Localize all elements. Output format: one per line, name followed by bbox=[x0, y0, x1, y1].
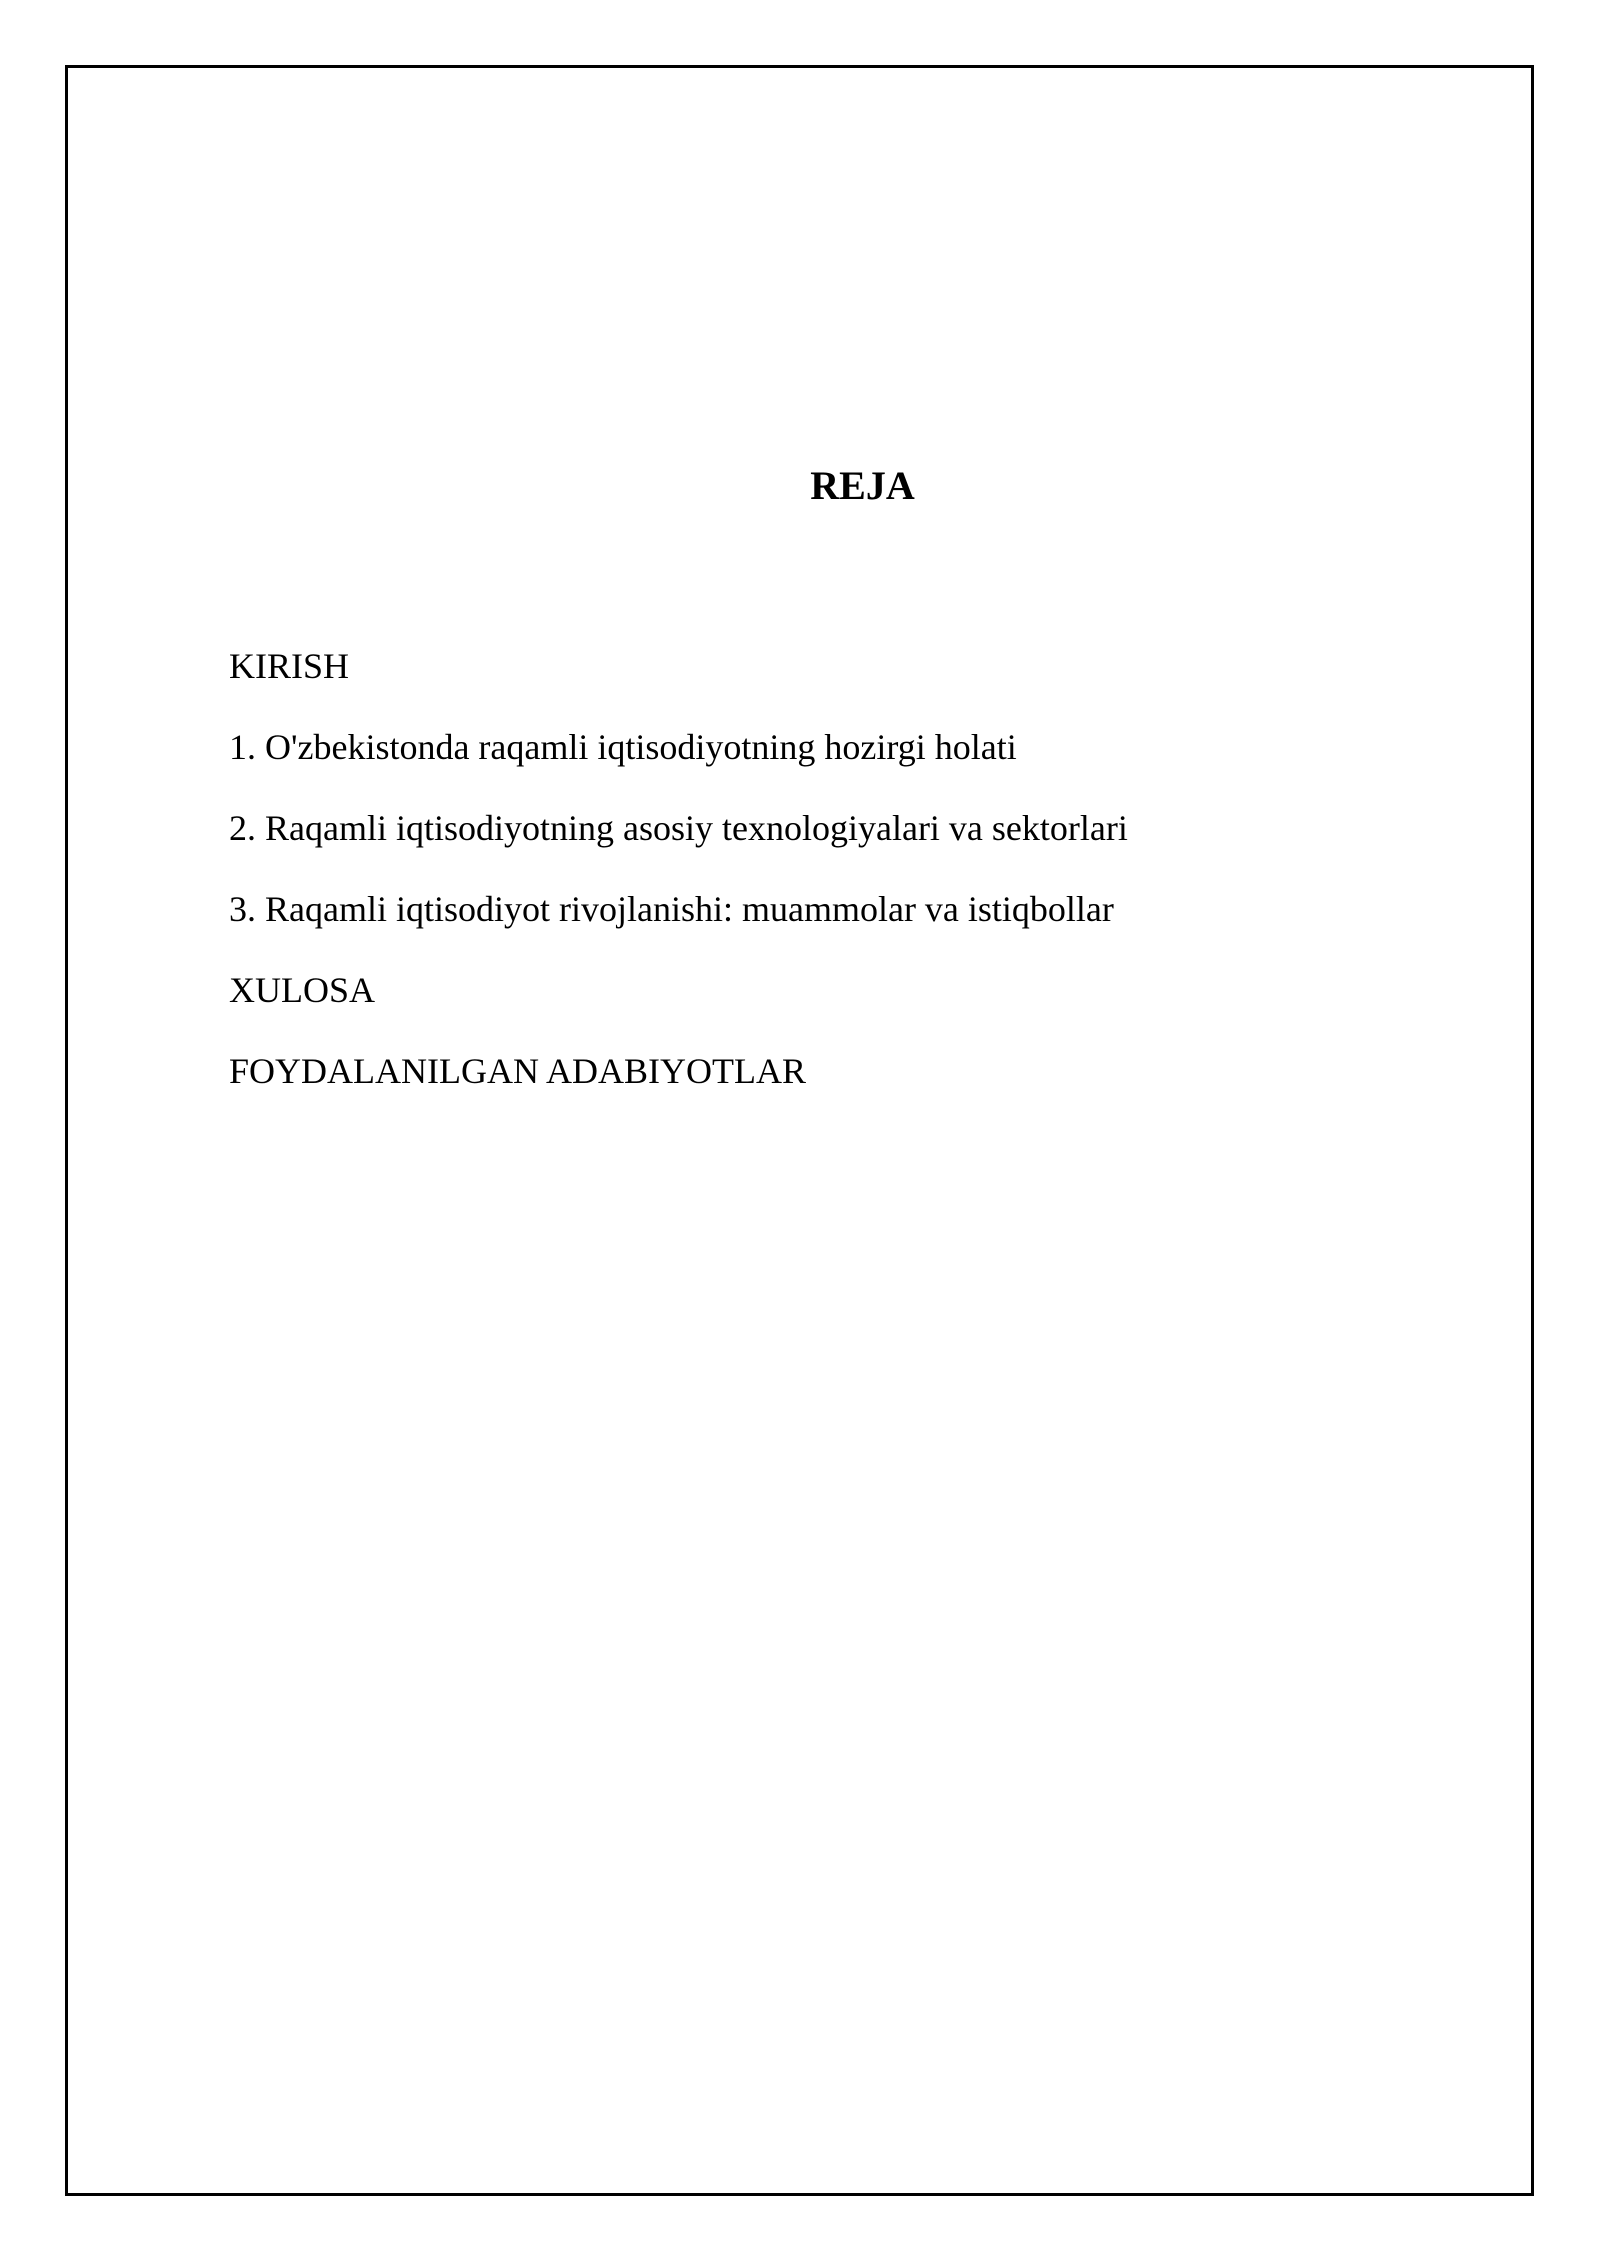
toc-item-introduction: KIRISH bbox=[229, 646, 350, 686]
table-of-contents bbox=[229, 640, 1128, 1126]
toc-item-conclusion: XULOSA bbox=[229, 970, 376, 1010]
toc-item-chapter-3: 3. Raqamli iqtisodiyot rivojlanishi: muammolar va istiqbollar bbox=[229, 889, 1114, 929]
toc-item-chapter-2: 2. Raqamli iqtisodiyotning asosiy texnologiyalari va sektorlari bbox=[229, 808, 1128, 848]
toc-item-references: FOYDALANILGAN ADABIYOTLAR bbox=[229, 1051, 806, 1091]
page-border bbox=[65, 65, 1534, 2196]
page-title: REJA bbox=[810, 463, 915, 508]
toc-item-chapter-1: 1. O'zbekistonda raqamli iqtisodiyotning hozirgi holati bbox=[229, 727, 1017, 767]
